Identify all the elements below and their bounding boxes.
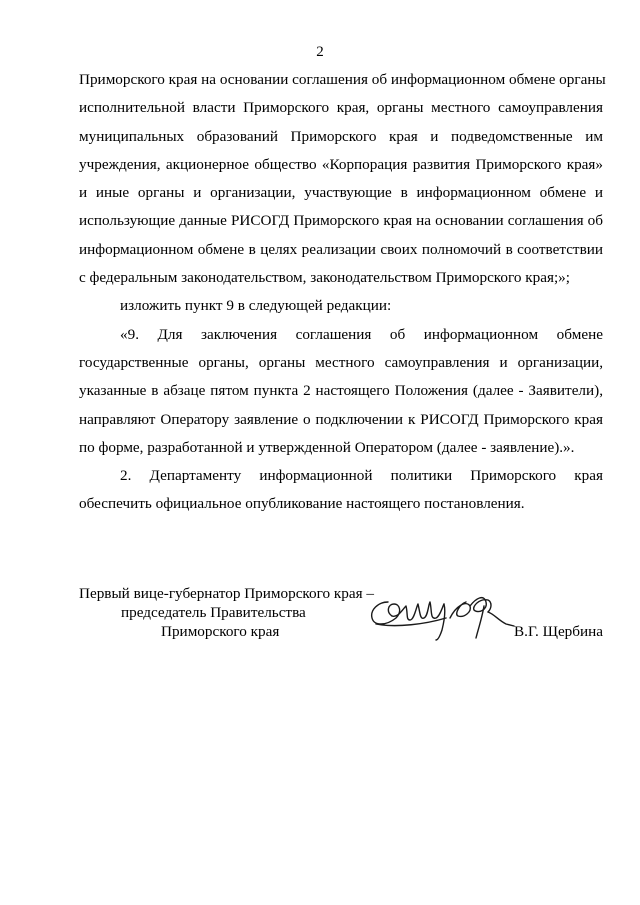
signatory-name: В.Г. Щербина xyxy=(514,623,603,640)
text-line: и иные органы и организации, участвующие в информационном обмене и xyxy=(79,184,603,202)
text-line: муниципальных образований Приморского края и подведомственные им xyxy=(79,127,603,145)
text-line: с федеральным законодательством, законодательством Приморского края;»; xyxy=(79,269,570,287)
text-line: использующие данные РИСОГД Приморского края на основании соглашения об xyxy=(79,212,603,230)
document-body xyxy=(79,66,606,519)
signatory-title-line: Приморского края xyxy=(161,623,280,640)
text-line: государственные органы, органы местного самоуправления и организации, xyxy=(79,353,603,371)
paragraph-4 xyxy=(79,462,603,519)
text-line: учреждения, акционерное общество «Корпорация развития Приморского края» xyxy=(79,155,603,173)
text-line: информационном обмене в целях реализации своих полномочий в соответствии xyxy=(79,240,603,258)
text-line: «9. Для заключения соглашения об информационном обмене xyxy=(120,325,603,343)
page-number: 2 xyxy=(316,44,324,60)
signature-block xyxy=(79,584,603,641)
text-line: изложить пункт 9 в следующей редакции: xyxy=(120,297,392,315)
paragraph-1 xyxy=(79,66,606,292)
text-line: указанные в абзаце пятом пункта 2 настоящего Положения (далее - Заявители), xyxy=(79,382,603,400)
signatory-title-line: Первый вице-губернатор Приморского края – xyxy=(79,585,374,602)
text-line: направляют Оператору заявление о подключении к РИСОГД Приморского края xyxy=(79,410,603,428)
signatory-title-line: председатель Правительства xyxy=(121,604,306,621)
paragraph-2 xyxy=(79,292,603,320)
text-line: Приморского края на основании соглашения об информационном обмене органы xyxy=(79,71,606,88)
paragraph-3 xyxy=(79,321,603,462)
handwritten-signature-icon xyxy=(366,584,516,646)
text-line: 2. Департаменту информационной политики Приморского края xyxy=(120,467,603,485)
text-line: по форме, разработанной и утвержденной Оператором (далее - заявление).». xyxy=(79,438,575,456)
text-line: исполнительной власти Приморского края, органы местного самоуправления xyxy=(79,99,603,117)
text-line: обеспечить официальное опубликование настоящего постановления. xyxy=(79,495,525,513)
